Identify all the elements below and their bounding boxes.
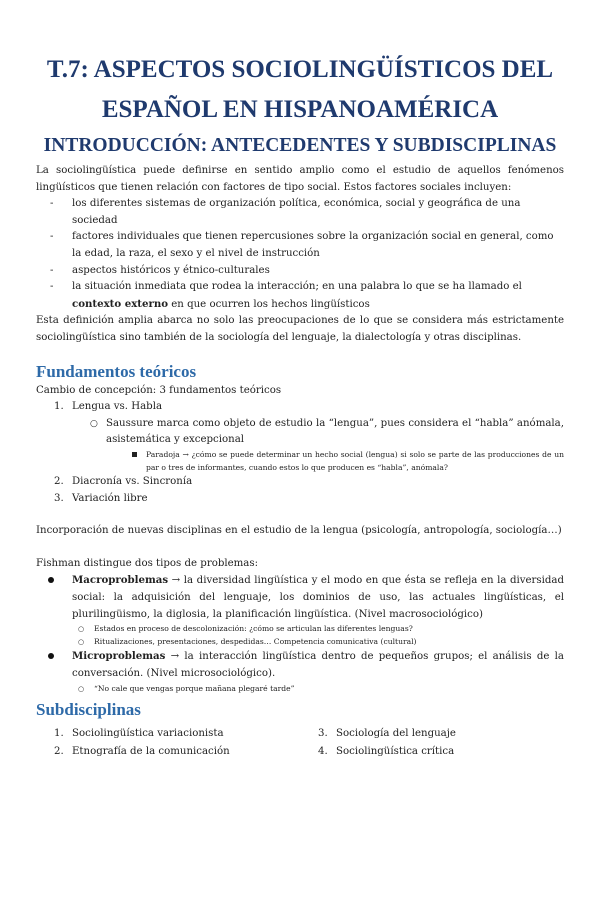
list-item-label: Variación libre <box>72 492 148 504</box>
title-line-1: T.7: ASPECTOS SOCIOLINGÜÍSTICOS DEL <box>46 56 554 83</box>
problems-list <box>36 572 564 695</box>
list-item <box>78 683 564 696</box>
micro-text: → la interacción lingüística dentro de pequeños grupos; el análisis de la conversación. (Nivel microsociológico). <box>72 651 564 680</box>
fundamentos-list <box>36 399 564 507</box>
list-item-label: Sociolingüística crítica <box>336 746 455 758</box>
micro-sublist <box>72 683 564 696</box>
list-item <box>72 572 564 648</box>
list-number: 4. <box>318 746 328 758</box>
list-number: 2. <box>54 476 64 488</box>
square-bullet-icon <box>132 452 137 457</box>
social-factors-list <box>36 196 564 313</box>
factor-bold-text: contexto externo <box>72 297 169 310</box>
bullet-icon <box>48 577 54 583</box>
list-number: 3. <box>54 492 64 504</box>
list-item <box>54 491 564 508</box>
circle-bullet-icon: ○ <box>78 625 85 634</box>
sub-item-text: “No cale que vengas porque mañana plegaré tarde” <box>94 683 295 693</box>
page-title <box>36 50 564 130</box>
saussure-list <box>72 416 564 474</box>
sub-item-text: Estados en proceso de descolonización: ¿cómo se articulan las diferentes lenguas? <box>94 624 413 634</box>
list-item-label: Sociología del lenguaje <box>336 728 456 740</box>
list-number: 3. <box>318 728 328 740</box>
fishman-paragraph: Fishman distingue dos tipos de problemas: <box>36 557 259 569</box>
circle-bullet-icon: ○ <box>78 684 85 693</box>
list-item: - factores individuales que tienen repercusiones sobre la organización social en general, como la edad, la raza, el sexo y el nivel de instrucción <box>72 229 564 262</box>
title-line-2: ESPAÑOL EN HISPANOAMÉRICA <box>101 96 499 123</box>
list-item <box>54 725 300 743</box>
sub-item-text: Ritualizaciones, presentaciones, despedidas… Competencia comunicativa (cultural) <box>94 636 417 646</box>
paradoja-text: Paradoja → ¿cómo se puede determinar un hecho social (lengua) si solo se parte de las producciones de un par o tres de informantes, cuando estos lo que producen es “habla”, anómala? <box>146 449 564 472</box>
circle-bullet-icon: ○ <box>90 418 98 429</box>
list-item <box>72 648 564 695</box>
list-item <box>318 743 564 761</box>
list-item-label: Lengua vs. Habla <box>72 401 163 413</box>
subdisciplinas-column-1 <box>36 725 300 761</box>
fundamentos-heading: Fundamentos teóricos <box>36 361 197 381</box>
bullet-icon <box>48 653 54 659</box>
factor-text: en que ocurren los hechos lingüísticos <box>168 298 370 310</box>
list-number: 2. <box>54 746 64 758</box>
document-page <box>0 50 600 898</box>
micro-bold: Microproblemas <box>72 650 166 663</box>
circle-bullet-icon: ○ <box>78 637 85 646</box>
paradoja-list <box>106 449 564 474</box>
list-item <box>54 743 300 761</box>
definition-paragraph: Esta definición amplia abarca no solo las preocupaciones de lo que se considera más estrictamente sociolingüística sino también de la sociología del lenguaje, la dialectología y otras disciplinas. <box>36 315 564 343</box>
intro-paragraph: La sociolingüística puede definirse en sentido amplio como el estudio de aquellos fenómenos lingüísticos que tienen relación con factores de tipo social. Estos factores sociales incluyen: <box>36 165 564 193</box>
subdisciplinas-heading: Subdisciplinas <box>36 700 141 720</box>
factor-text: la situación inmediata que rodea la interacción; en una palabra lo que se ha llamado el <box>72 281 522 293</box>
list-item-label: Diacronía vs. Sincronía <box>72 476 193 488</box>
list-item <box>318 725 564 743</box>
macro-sublist <box>72 623 564 648</box>
list-item <box>54 474 564 491</box>
list-item-label: Sociolingüística variacionista <box>72 728 224 740</box>
list-number: 1. <box>54 728 64 740</box>
list-item <box>146 449 564 474</box>
saussure-text: Saussure marca como objeto de estudio la “lengua”, pues considera el “habla” anómala, asistemática y excepcional <box>106 417 564 446</box>
subdisciplinas-column-2 <box>300 725 564 761</box>
list-item: - aspectos históricos y étnico-culturales <box>72 263 564 280</box>
intro-heading: INTRODUCCIÓN: ANTECEDENTES Y SUBDISCIPLINAS <box>43 135 557 156</box>
subdisciplinas-list <box>36 725 564 761</box>
list-number: 1. <box>54 401 64 413</box>
list-item <box>90 416 564 474</box>
list-item-label: Etnografía de la comunicación <box>72 746 230 758</box>
list-item: - los diferentes sistemas de organización política, económica, social y geográfica de una sociedad <box>72 196 564 229</box>
list-item <box>78 623 564 636</box>
list-item <box>78 636 564 649</box>
incorporacion-paragraph: Incorporación de nuevas disciplinas en el estudio de la lengua (psicología, antropología, sociología…) <box>36 525 562 537</box>
macro-text: → la diversidad lingüística y el modo en que ésta se refleja en la diversidad social: la adquisición del lenguaje, los dominios de uso, las actuales lingüísticas, el plurilingüismo, la diglosia, la planificación lingüística. (Nivel macrosociológico) <box>72 575 564 620</box>
list-item <box>72 279 564 313</box>
macro-bold: Macroproblemas <box>72 574 169 587</box>
list-item <box>54 399 564 474</box>
fundamentos-intro: Cambio de concepción: 3 fundamentos teóricos <box>36 384 282 396</box>
